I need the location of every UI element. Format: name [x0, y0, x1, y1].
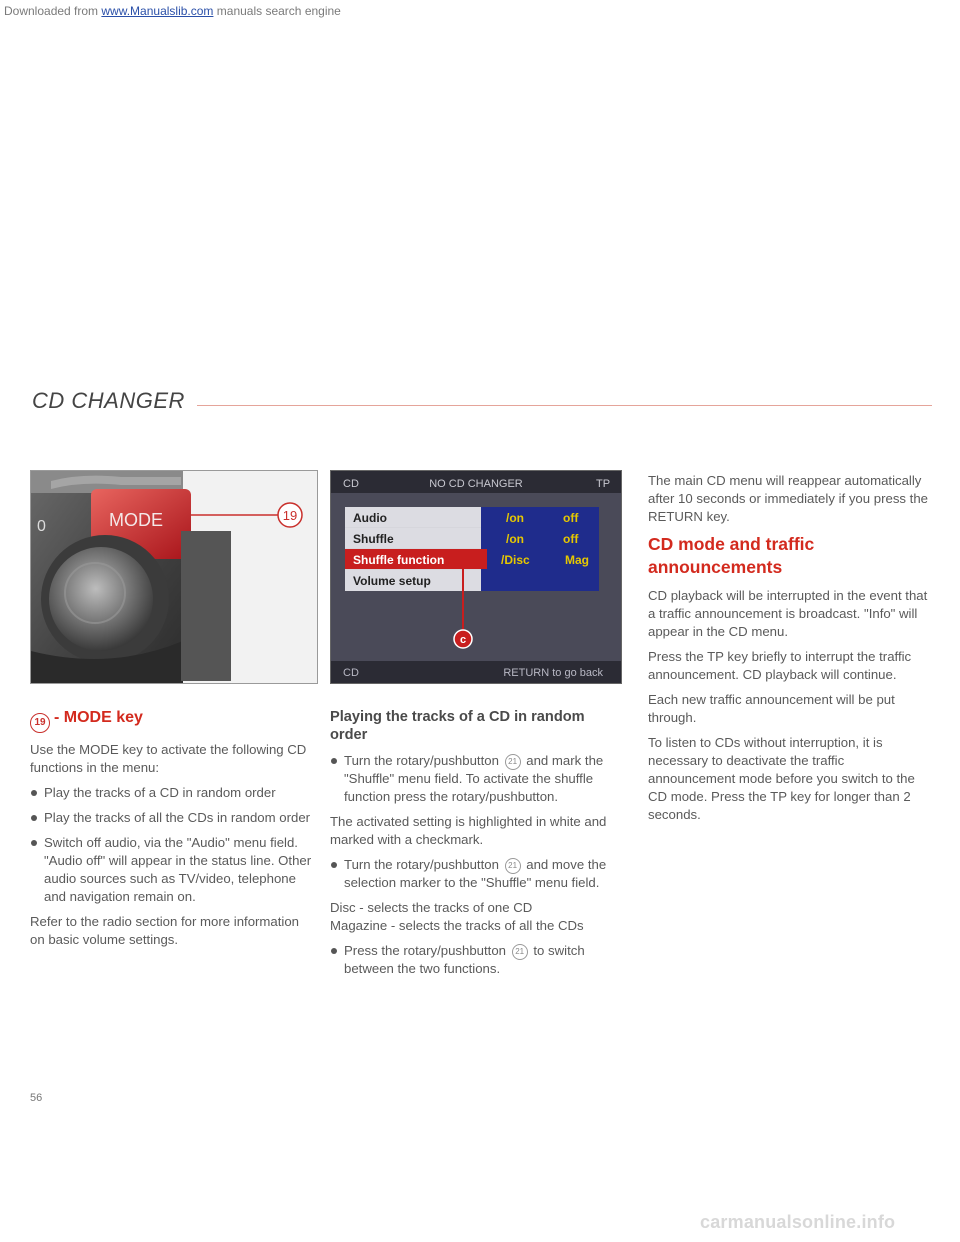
ref-19-icon: 19	[30, 713, 50, 733]
column-traffic	[648, 472, 932, 831]
random-bullet-2-post: and move the selection marker to the "Shuffle" menu field.	[344, 857, 607, 890]
screen-header-left: CD	[343, 478, 359, 490]
menu-option-shuffle-function-1: /Disc	[501, 553, 530, 567]
screen-header-right: TP	[595, 478, 611, 490]
callout-number: 19	[282, 508, 298, 523]
mode-key-illustration	[31, 471, 317, 683]
menu-label-audio: Audio	[353, 511, 387, 525]
mode-key-heading	[30, 708, 316, 733]
random-bullet-switch	[330, 942, 620, 978]
traffic-interrupt-text: CD playback will be interrupted in the event that a traffic announcement is broadcast. "Info" will appear in the CD menu.	[648, 588, 928, 639]
random-play-heading: Playing the tracks of a CD in random order	[330, 709, 585, 743]
random-bullet-3-post: to switch between the two functions.	[344, 943, 585, 976]
section-title: CD CHANGER	[32, 388, 185, 413]
mode-bullet-random-all: Play the tracks of all the CDs in random order	[30, 809, 316, 827]
manualslib-link[interactable]: www.Manualslib.com	[101, 4, 214, 18]
mode-bullet-random-cd: Play the tracks of a CD in random order	[30, 784, 316, 802]
page-number: 56	[30, 1092, 43, 1104]
menu-option-shuffle-2: off	[563, 532, 579, 546]
rotary-knob-letter: c	[459, 634, 467, 646]
mode-key-photo	[30, 470, 318, 684]
source-suffix: manuals search engine	[213, 4, 341, 18]
screen-footer-left: CD	[343, 667, 359, 679]
mode-key-intro: Use the MODE key to activate the following CD functions in the menu:	[30, 742, 307, 775]
ref-21-icon: 21	[505, 754, 521, 770]
random-bullet-move-marker	[330, 856, 620, 892]
traffic-tp-text: Press the TP key briefly to interrupt the traffic announcement. CD playback will continue.	[648, 649, 912, 682]
ref-21-icon: 21	[512, 944, 528, 960]
menu-option-audio-1: /on	[506, 511, 524, 525]
magazine-description: Magazine - selects the tracks of all the CDs	[330, 918, 584, 933]
ref-21-icon: 21	[505, 858, 521, 874]
disc-description: Disc - selects the tracks of one CD	[330, 900, 533, 915]
menu-label-shuffle-function: Shuffle function	[353, 553, 445, 567]
menu-label-shuffle: Shuffle	[353, 532, 394, 546]
menu-option-audio-2: off	[563, 511, 579, 525]
source-prefix: Downloaded from	[4, 4, 102, 18]
random-activated-note: The activated setting is highlighted in white and marked with a checkmark.	[330, 814, 607, 847]
random-bullet-1-post: and mark the "Shuffle" menu field. To activate the shuffle function press the rotary/pushbutton.	[344, 753, 604, 804]
column-mode-key	[30, 708, 316, 956]
random-bullet-3-pre: Press the rotary/pushbutton	[344, 943, 507, 958]
random-bullet-2-pre: Turn the rotary/pushbutton	[344, 857, 499, 872]
mode-bullet-audio-off: Switch off audio, via the "Audio" menu field. "Audio off" will appear in the status line. Other audio sources such as TV/video, telephone and navigation remain on.	[30, 834, 316, 906]
random-bullet-mark-shuffle	[330, 752, 620, 806]
traffic-deactivate-text: To listen to CDs without interruption, it is necessary to deactivate the traffic announcement mode before you switch to the CD mode. Press the TP key for longer than 2 seconds.	[648, 735, 915, 822]
menu-label-volume-setup: Volume setup	[353, 574, 431, 588]
column-random-play	[330, 708, 620, 985]
traffic-each-text: Each new traffic announcement will be put through.	[648, 692, 895, 725]
footer-watermark: carmanualsonline.info	[700, 1212, 896, 1232]
menu-reappear-text: The main CD menu will reappear automatically after 10 seconds or immediately if you press the RETURN key.	[648, 473, 929, 524]
mode-key-heading-text: - MODE key	[54, 709, 143, 726]
edge-digit: 0	[37, 518, 46, 535]
traffic-heading: CD mode and traffic announcements	[648, 534, 815, 577]
download-source-line	[4, 4, 341, 18]
screen-header-center: NO CD CHANGER	[429, 478, 523, 490]
menu-option-shuffle-1: /on	[506, 532, 524, 546]
cd-menu-display	[331, 471, 621, 683]
cd-menu-screen	[330, 470, 622, 684]
random-bullet-1-pre: Turn the rotary/pushbutton	[344, 753, 499, 768]
screen-menu-row-volume-setup	[345, 570, 481, 591]
mode-key-label: MODE	[109, 510, 163, 530]
menu-option-shuffle-function-2: Mag	[565, 553, 589, 567]
mode-key-note: Refer to the radio section for more information on basic volume settings.	[30, 914, 300, 947]
section-header	[32, 388, 932, 428]
section-rule	[197, 405, 932, 406]
screen-footer-right: RETURN to go back	[503, 667, 603, 679]
